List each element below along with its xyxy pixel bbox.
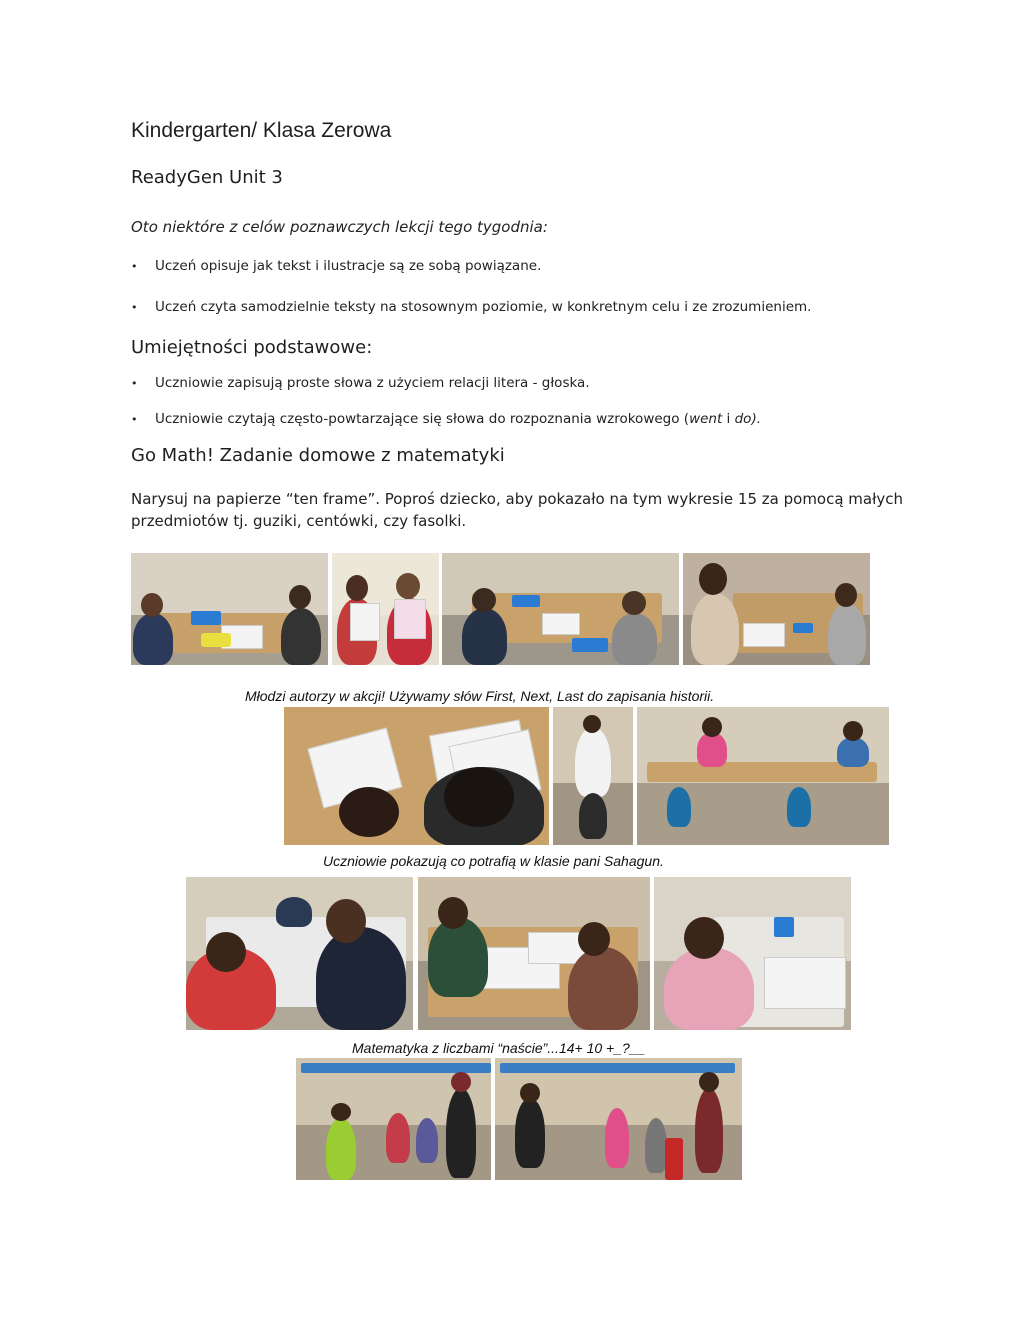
page-title: Kindergarten/ Klasa Zerowa [131, 119, 392, 142]
classroom-photo [495, 1058, 742, 1180]
photo-caption: Uczniowie pokazują co potrafią w klasie pani Sahagun. [323, 853, 664, 869]
bullet-icon: • [131, 260, 138, 273]
classroom-photo [654, 877, 851, 1030]
skill-item: • Uczniowie czytają często-powtarzające się słowa do rozpoznania wzrokowego (went i do). [131, 411, 761, 427]
skills-heading: Umiejętności podstawowe: [131, 337, 373, 358]
classroom-photo [442, 553, 679, 665]
classroom-photo [683, 553, 870, 665]
math-heading: Go Math! Zadanie domowe z matematyki [131, 445, 505, 466]
classroom-photo [332, 553, 439, 665]
photo-overlay [553, 707, 633, 845]
classroom-photo [418, 877, 650, 1030]
classroom-photo [637, 707, 889, 845]
bullet-icon: • [131, 301, 138, 314]
skill-item: • Uczniowie zapisują proste słowa z użyciem relacji litera - głoska. [131, 375, 590, 391]
unit-title: ReadyGen Unit 3 [131, 167, 283, 188]
math-instructions: Narysuj na papierze “ten frame”. Poproś dziecko, aby pokazało na tym wykresie 15 za pomocą małych przedmiotów tj. guziki, centówki, czy fasolki. [131, 490, 904, 530]
photo-caption: Matematyka z liczbami “naście”...14+ 10 +_?__ [352, 1040, 646, 1056]
goal-item: • Uczeń opisuje jak tekst i ilustracje są ze sobą powiązane. [131, 258, 542, 274]
photo-caption: Młodzi autorzy w akcji! Używamy słów First, Next, Last do zapisania historii. [245, 688, 715, 704]
classroom-photo [131, 553, 328, 665]
goal-item: • Uczeń czyta samodzielnie teksty na stosownym poziomie, w konkretnym celu i ze zrozumieniem. [131, 299, 812, 315]
bullet-icon: • [131, 413, 138, 426]
goals-heading: Oto niektóre z celów poznawczych lekcji tego tygodnia: [131, 218, 548, 236]
classroom-photo [296, 1058, 491, 1180]
classroom-photo [186, 877, 413, 1030]
bullet-icon: • [131, 377, 138, 390]
